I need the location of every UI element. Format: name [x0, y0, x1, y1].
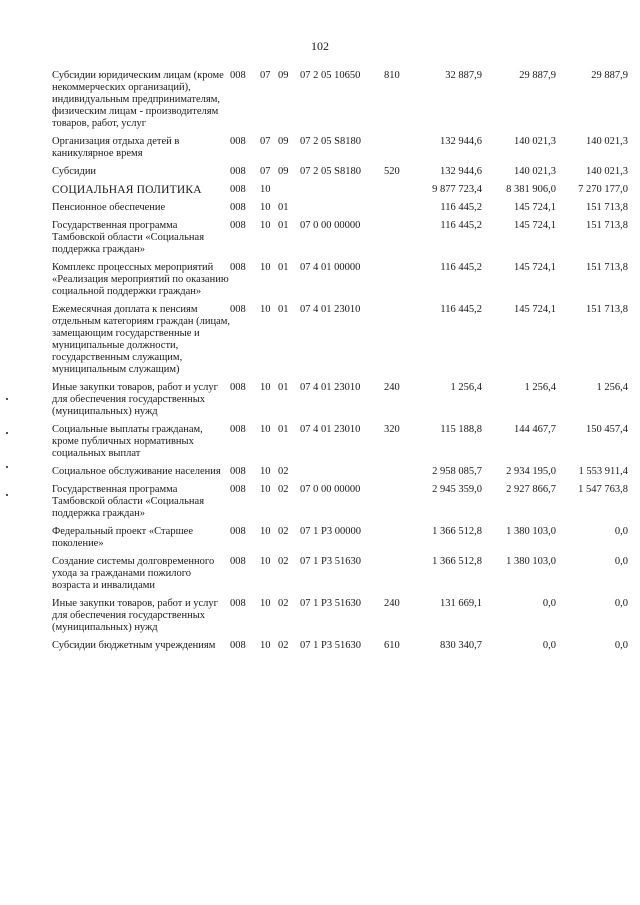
cell-vd: 008: [230, 262, 246, 273]
cell-vr: [384, 184, 410, 202]
cell-value-2: 8 381 906,0: [506, 184, 556, 195]
cell-value-3: 7 270 177,0: [578, 184, 628, 195]
table-row: [52, 70, 628, 136]
cell-rz: 10: [260, 184, 271, 195]
table-row: [52, 304, 628, 382]
cell-vd: 008: [230, 220, 246, 231]
cell-value-1: 2 945 359,0: [432, 484, 482, 495]
cell-vr: [384, 484, 410, 526]
cell-pr: 01: [278, 262, 289, 273]
row-name: Организация отдыха детей в каникулярное время: [52, 136, 180, 159]
cell-vd: 008: [230, 382, 246, 393]
cell-pr: 01: [278, 202, 289, 213]
cell-value-1: 1 256,4: [450, 382, 482, 393]
cell-csr: 07 1 P3 51630: [300, 598, 361, 609]
table-row: [52, 262, 628, 304]
row-name: Государственная программа Тамбовской области «Социальная поддержка граждан»: [52, 220, 205, 255]
cell-value-3: 151 713,8: [586, 304, 628, 315]
cell-vr: 810: [384, 70, 400, 81]
cell-rz: 10: [260, 598, 271, 609]
cell-vd: 008: [230, 304, 246, 315]
table-row: [52, 136, 628, 166]
cell-value-2: 1 256,4: [524, 382, 556, 393]
cell-value-1: 116 445,2: [440, 304, 482, 315]
cell-value-2: 140 021,3: [514, 136, 556, 147]
row-name: Комплекс процессных мероприятий «Реализация мероприятий по оказанию социальной поддержки граждан»: [52, 262, 229, 297]
cell-value-1: 32 887,9: [445, 70, 482, 81]
cell-value-3: 140 021,3: [586, 166, 628, 177]
page-number: 102: [311, 39, 329, 53]
cell-value-2: 1 380 103,0: [506, 526, 556, 537]
cell-vd: 008: [230, 526, 246, 537]
cell-value-3: 1 256,4: [596, 382, 628, 393]
cell-value-1: 131 669,1: [440, 598, 482, 609]
cell-vd: 008: [230, 166, 246, 177]
cell-vd: 008: [230, 184, 246, 195]
scan-mark: [6, 494, 8, 496]
cell-value-2: 0,0: [542, 598, 556, 609]
cell-rz: 10: [260, 424, 271, 435]
cell-pr: 01: [278, 424, 289, 435]
cell-vd: 008: [230, 70, 246, 81]
cell-value-1: 132 944,6: [440, 166, 482, 177]
table-row: [52, 484, 628, 526]
cell-vr: [384, 466, 410, 484]
cell-value-3: 0,0: [614, 526, 628, 537]
cell-value-3: 150 457,4: [586, 424, 628, 435]
cell-csr: [300, 466, 384, 484]
cell-csr: 07 2 05 S8180: [300, 136, 361, 147]
table-row: [52, 556, 628, 598]
row-name: Ежемесячная доплата к пенсиям отдельным категориям граждан (лицам, замещающим государственные и муниципальные должности, государственным служащим, муниципальным служащим): [52, 304, 231, 375]
cell-vd: 008: [230, 556, 246, 567]
cell-vr: 240: [384, 382, 400, 393]
row-name: СОЦИАЛЬНАЯ ПОЛИТИКА: [52, 184, 202, 196]
cell-pr: 01: [278, 304, 289, 315]
cell-value-3: 0,0: [614, 640, 628, 651]
scan-mark: [6, 398, 8, 400]
cell-csr: [300, 202, 384, 220]
cell-value-2: 29 887,9: [519, 70, 556, 81]
cell-rz: 10: [260, 202, 271, 213]
cell-vd: 008: [230, 424, 246, 435]
cell-pr: 02: [278, 640, 289, 651]
cell-vd: 008: [230, 466, 246, 477]
cell-vr: [384, 202, 410, 220]
cell-value-3: 151 713,8: [586, 202, 628, 213]
cell-vd: 008: [230, 202, 246, 213]
cell-value-3: 151 713,8: [586, 262, 628, 273]
table-row: [52, 598, 628, 640]
cell-rz: 10: [260, 262, 271, 273]
table-row: [52, 382, 628, 424]
row-name: Пенсионное обеспечение: [52, 202, 166, 213]
cell-value-2: 140 021,3: [514, 166, 556, 177]
section-row: [52, 184, 628, 202]
row-name: Государственная программа Тамбовской области «Социальная поддержка граждан»: [52, 484, 205, 519]
cell-vd: 008: [230, 598, 246, 609]
cell-pr: 09: [278, 70, 289, 81]
cell-value-3: 0,0: [614, 598, 628, 609]
cell-csr: 07 4 01 23010: [300, 382, 361, 393]
cell-rz: 07: [260, 70, 271, 81]
cell-vr: 320: [384, 424, 400, 435]
row-name: Иные закупки товаров, работ и услуг для обеспечения государственных (муниципальных) нужд: [52, 382, 218, 417]
cell-rz: 07: [260, 136, 271, 147]
cell-rz: 10: [260, 220, 271, 231]
row-name: Социальное обслуживание населения: [52, 466, 221, 477]
cell-value-3: 0,0: [614, 556, 628, 567]
cell-csr: 07 2 05 10650: [300, 70, 361, 81]
row-name: Субсидии юридическим лицам (кроме некоммерческих организаций), индивидуальным предпринимателям, физическим лицам - производителям товаров, работ, услуг: [52, 70, 224, 129]
cell-rz: 07: [260, 166, 271, 177]
cell-rz: 10: [260, 526, 271, 537]
cell-pr: 02: [278, 598, 289, 609]
cell-pr: 01: [278, 382, 289, 393]
cell-value-2: 145 724,1: [514, 262, 556, 273]
cell-pr: 02: [278, 556, 289, 567]
cell-value-2: 144 467,7: [514, 424, 556, 435]
cell-vd: 008: [230, 640, 246, 651]
row-name: Создание системы долговременного ухода за гражданами пожилого возраста и инвалидами: [52, 556, 215, 591]
cell-value-2: 1 380 103,0: [506, 556, 556, 567]
cell-vr: 240: [384, 598, 400, 609]
row-name: Субсидии: [52, 166, 97, 177]
table-row: [52, 220, 628, 262]
cell-value-3: 140 021,3: [586, 136, 628, 147]
cell-csr: 07 1 P3 51630: [300, 556, 361, 567]
cell-value-2: 0,0: [542, 640, 556, 651]
cell-csr: 07 4 01 23010: [300, 424, 361, 435]
cell-csr: 07 0 00 00000: [300, 220, 361, 231]
cell-pr: 02: [278, 466, 289, 477]
cell-value-2: 145 724,1: [514, 202, 556, 213]
cell-vr: [384, 556, 410, 598]
cell-value-2: 145 724,1: [514, 304, 556, 315]
cell-vr: [384, 220, 410, 262]
cell-rz: 10: [260, 466, 271, 477]
table-row: [52, 202, 628, 220]
cell-vr: [384, 262, 410, 304]
table-row: [52, 526, 628, 556]
cell-csr: 07 1 P3 00000: [300, 526, 361, 537]
row-name: Иные закупки товаров, работ и услуг для обеспечения государственных (муниципальных) нужд: [52, 598, 218, 633]
cell-rz: 10: [260, 304, 271, 315]
cell-value-1: 116 445,2: [440, 262, 482, 273]
cell-csr: 07 1 P3 51630: [300, 640, 361, 651]
cell-value-3: 1 547 763,8: [578, 484, 628, 495]
scan-mark: [6, 466, 8, 468]
cell-rz: 10: [260, 382, 271, 393]
scan-mark: [6, 432, 8, 434]
cell-value-1: 132 944,6: [440, 136, 482, 147]
cell-value-1: 2 958 085,7: [432, 466, 482, 477]
cell-pr: 09: [278, 136, 289, 147]
cell-pr: 01: [278, 220, 289, 231]
cell-value-1: 116 445,2: [440, 220, 482, 231]
row-name: Федеральный проект «Старшее поколение»: [52, 526, 194, 549]
cell-vr: 610: [384, 640, 400, 651]
cell-vd: 008: [230, 136, 246, 147]
cell-pr: 02: [278, 484, 289, 495]
cell-value-1: 1 366 512,8: [432, 556, 482, 567]
cell-vr: [384, 526, 410, 556]
cell-value-2: 2 927 866,7: [506, 484, 556, 495]
cell-csr: 07 0 00 00000: [300, 484, 361, 495]
cell-vr: [384, 304, 410, 382]
cell-vd: 008: [230, 484, 246, 495]
cell-value-2: 145 724,1: [514, 220, 556, 231]
cell-vr: 520: [384, 166, 400, 177]
cell-csr: 07 4 01 00000: [300, 262, 361, 273]
cell-value-3: 29 887,9: [591, 70, 628, 81]
table-row: [52, 424, 628, 466]
table-row: [52, 166, 628, 184]
cell-rz: 10: [260, 556, 271, 567]
cell-rz: 10: [260, 484, 271, 495]
cell-csr: 07 2 05 S8180: [300, 166, 361, 177]
cell-value-3: 151 713,8: [586, 220, 628, 231]
row-name: Социальные выплаты гражданам, кроме публичных нормативных социальных выплат: [52, 424, 203, 459]
cell-pr: 09: [278, 166, 289, 177]
cell-value-1: 9 877 723,4: [432, 184, 482, 195]
cell-value-1: 830 340,7: [440, 640, 482, 651]
table-row: [52, 466, 628, 484]
row-name: Субсидии бюджетным учреждениям: [52, 640, 216, 651]
cell-csr: [300, 184, 384, 202]
budget-table: [52, 70, 628, 658]
cell-value-1: 115 188,8: [440, 424, 482, 435]
cell-pr: 02: [278, 526, 289, 537]
cell-csr: 07 4 01 23010: [300, 304, 361, 315]
cell-pr: [278, 184, 300, 202]
table-row: [52, 640, 628, 658]
cell-value-3: 1 553 911,4: [578, 466, 628, 477]
cell-value-1: 116 445,2: [440, 202, 482, 213]
cell-value-2: 2 934 195,0: [506, 466, 556, 477]
cell-value-1: 1 366 512,8: [432, 526, 482, 537]
cell-vr: [384, 136, 410, 166]
cell-rz: 10: [260, 640, 271, 651]
